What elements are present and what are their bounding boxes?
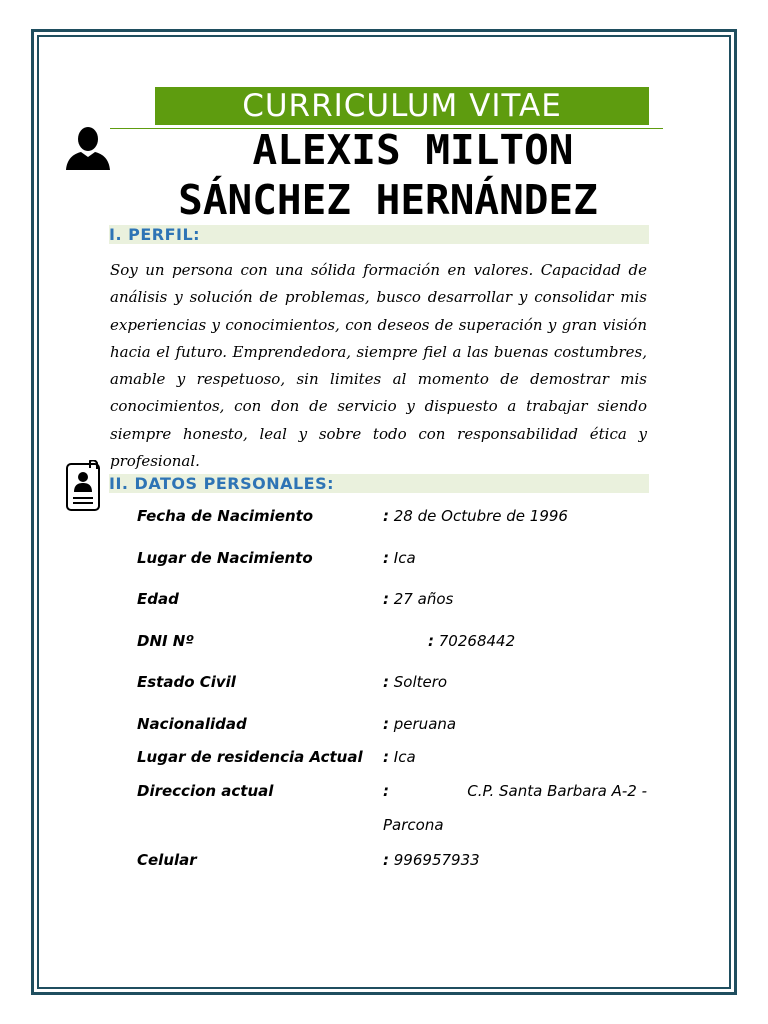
row-value: : C.P. Santa Barbara A-2 - Parcona (383, 782, 647, 834)
name-first: ALEXIS MILTON (252, 126, 574, 174)
row-label: DNI Nº (137, 632, 194, 650)
row-value: : peruana (383, 715, 457, 733)
row-label: Celular (137, 851, 197, 869)
row-label: Lugar de Nacimiento (137, 549, 313, 567)
name-last: SÁNCHEZ HERNÁNDEZ (178, 176, 598, 224)
section-heading-profile: I. PERFIL: (109, 225, 649, 244)
row-label: Fecha de Nacimiento (137, 507, 314, 525)
row-label: Lugar de residencia Actual (137, 748, 363, 766)
row-label: Nacionalidad (137, 715, 247, 733)
person-silhouette-icon (64, 126, 112, 172)
row-value: : 28 de Octubre de 1996 (383, 507, 568, 525)
profile-paragraph: Soy un persona con una sólida formación en valores. Capacidad de análisis y solución de problemas, busco desarrollar y consolidar mis experiencias y conocimientos, con deseos de superación y gran visión hacia el futuro. Emprendedora, siempre fiel a las buenas costumbres, amable y respetuoso, sin limites al momento de demostrar mis conocimientos, con don de servicio y dispuesto a trabajar siendo siempre honesto, leal y sobre todo con responsabilidad ética y profesional. (110, 261, 647, 471)
row-value: : Ica (383, 748, 416, 766)
row-label: Direccion actual (137, 782, 274, 800)
row-value: : 70268442 (428, 632, 516, 650)
row-label: Estado Civil (137, 673, 236, 691)
row-value: : Ica (383, 549, 416, 567)
section-heading-personal: II. DATOS PERSONALES: (109, 474, 649, 493)
row-value: : 996957933 (383, 851, 480, 869)
id-badge-icon (64, 460, 102, 512)
row-label: Edad (137, 590, 179, 608)
row-value: : Soltero (383, 673, 448, 691)
cv-title-banner: CURRICULUM VITAE (155, 87, 649, 125)
row-value: : 27 años (383, 590, 454, 608)
